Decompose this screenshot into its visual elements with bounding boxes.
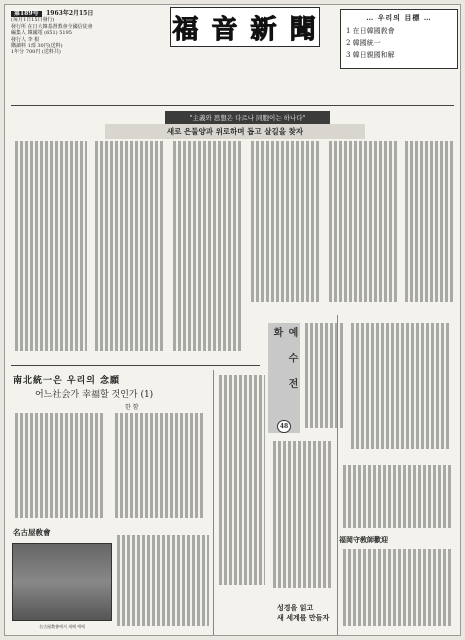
article-column [343, 549, 453, 631]
box-title: 名古屋敎會 [13, 528, 51, 537]
article-column [15, 413, 105, 523]
divider [11, 365, 260, 366]
goal-item: 2 韓國統一 [346, 39, 381, 47]
byline: 한 함 [125, 404, 139, 411]
article-column [251, 141, 321, 311]
divider [213, 370, 214, 635]
meta-line: 發行所 在日大韓基督教會全國信徒會 [11, 23, 93, 30]
goals-box [340, 9, 458, 69]
masthead-title: 福 音 新 聞 [172, 14, 318, 45]
article-column [351, 323, 451, 453]
box-title: 福岡守敎師歡迎 [339, 535, 388, 544]
lead-banner: "主義와 思想은 다르나 同胞이는 하나다" [165, 111, 330, 125]
box-title: 성경을 읽고 새 세계를 만들자 [277, 603, 330, 622]
goal-item: 3 韓日親國和解 [346, 51, 395, 59]
divider [11, 105, 454, 106]
goals-title: … 우리의 目標 … [366, 13, 432, 22]
essay-label: 예 수 전 화 [271, 327, 297, 394]
article-column [329, 141, 399, 311]
masthead [170, 7, 320, 47]
article-column [95, 141, 165, 361]
lead-headline: 새로 은둘양과 위로하며 돕고 살길을 찾자 [105, 124, 365, 139]
meta-line: (毎月1日15日發行) [11, 17, 55, 24]
meta-line: 1年分 700円 (送料共) [11, 49, 61, 56]
section-title: 南北統一은 우리의 念願 [13, 376, 121, 386]
article-column [219, 375, 265, 595]
issue-date: 1963年2月15日 [46, 10, 94, 17]
issue-number: 第189号 [11, 11, 42, 17]
divider [337, 315, 338, 635]
goal-item: 1 在日韓國敎會 [346, 27, 395, 35]
newspaper-page [4, 4, 461, 636]
article-column [405, 141, 455, 311]
article-column [15, 141, 87, 361]
meta-line: 編集人 韓國電 (651) 5195 [11, 30, 72, 37]
meta-line: 發行人 李 根 [11, 36, 40, 43]
article-column [305, 323, 345, 433]
essay-number: 48 [277, 420, 291, 433]
section-subtitle: 어느社会가 幸福할 것인가 (1) [35, 390, 154, 400]
photo-caption: 名古屋敎會에서 새해 예배 [39, 624, 85, 629]
article-column [173, 141, 243, 361]
article-column [343, 465, 453, 529]
essay-title-box [268, 323, 300, 433]
meta-line: 購讀料 1部 30円(送料) [11, 43, 63, 50]
article-column [117, 535, 209, 631]
article-column [115, 413, 205, 523]
church-photo [12, 543, 112, 629]
article-column [273, 441, 333, 591]
header-meta [11, 11, 131, 56]
